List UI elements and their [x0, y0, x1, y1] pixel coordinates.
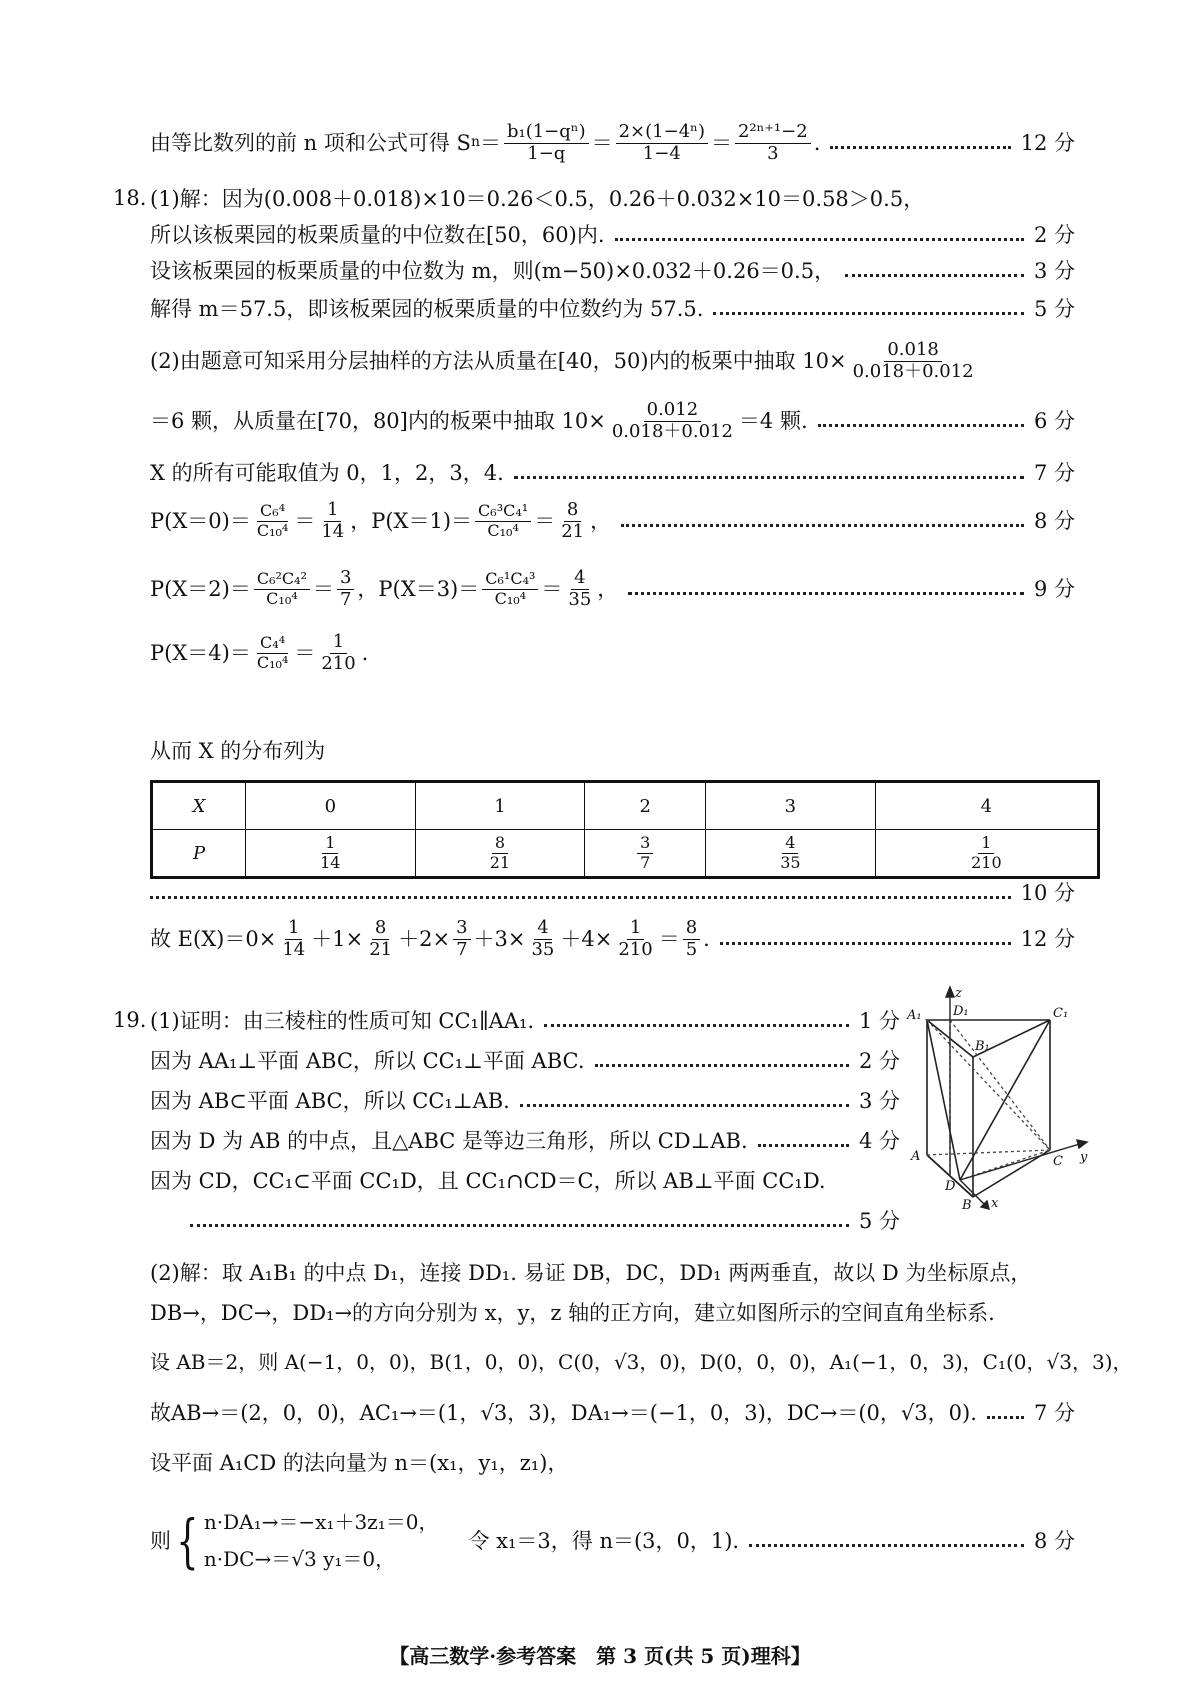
score: 5 分 [1033, 297, 1075, 321]
leader-dots [749, 1544, 1024, 1547]
line: 解得 m＝57.5，即该板栗园的板栗质量的中位数约为 57.5. 5 分 [150, 297, 1075, 321]
line: 因为 CD，CC₁⊂平面 CC₁D，且 CC₁∩CD＝C，所以 AB⊥平面 CC₁D. [150, 1169, 826, 1193]
line: ＝6 颗，从质量在[70，80]内的板栗中抽取 10× $\frac{0.012}{0.018+0.012}$ ＝4 颗. 6 分 [150, 399, 1075, 442]
label-d1: D₁ [953, 1004, 969, 1019]
leader-dots [830, 146, 1010, 149]
label-z: z [955, 986, 962, 1001]
score: 1 分 [858, 1009, 900, 1033]
leader-dots [520, 1104, 849, 1107]
left-brace-icon: { [176, 1507, 199, 1575]
label-c: C [1053, 1154, 1063, 1169]
line: 故AB→＝(2，0，0)，AC₁→＝(1，√3，3)，DA₁→＝(−1，0，3)，DC→＝(0，√3，0). 7 分 [150, 1401, 1075, 1425]
score: 6 分 [1033, 409, 1075, 434]
line [150, 1208, 900, 1234]
score: 2 分 [858, 1049, 900, 1073]
edge-ac-hidden [927, 1150, 1050, 1155]
line: 设平面 A₁CD 的法向量为 n＝(x₁，y₁，z₁)， [150, 1451, 569, 1475]
score: 7 分 [1033, 461, 1075, 485]
fraction: $\frac{\text{2²ⁿ⁺¹−2}}{3}$ [735, 122, 811, 164]
line: 从而 X 的分布列为 [150, 739, 326, 763]
line-a1d [927, 1020, 960, 1180]
line-d1c [950, 1020, 1050, 1150]
table-cell: $\frac{1}{210}$ [875, 830, 1098, 878]
leader-dots [544, 1024, 849, 1027]
score: 10 分 [1020, 881, 1075, 905]
leader-dots [845, 274, 1024, 277]
table-cell: 2 [585, 782, 706, 830]
leader-dots [621, 524, 1024, 527]
score: 12 分 [1020, 927, 1075, 952]
table-cell: $\frac{8}{21}$ [415, 830, 585, 878]
page-footer: 【高三数学·参考答案 第 3 页(共 5 页)理科】 [389, 1644, 811, 1668]
line: (1)解：因为(0.008＋0.018)×10＝0.26＜0.5，0.26＋0.032×10＝0.58＞0.5， [150, 187, 925, 211]
fraction: $\frac{\text{b₁(1−qⁿ)}}{1-q}$ [504, 122, 589, 164]
leader-dots [150, 896, 1011, 899]
table-cell: 1 [415, 782, 585, 830]
line: X 的所有可能取值为 0，1，2，3，4. 7 分 [150, 461, 1075, 485]
line: (2)由题意可知采用分层抽样的方法从质量在[40，50)内的板栗中抽取 10× $\frac{0.018}{0.018+0.012}$ [150, 340, 1075, 382]
table-header-cell: P [152, 830, 246, 878]
prism-figure [905, 985, 1095, 1210]
leader-dots [514, 476, 1024, 479]
leader-dots [190, 1224, 849, 1227]
label-x: x [991, 1196, 999, 1210]
label-c1: C₁ [1053, 1006, 1069, 1021]
z-arrow-icon [946, 987, 954, 997]
score: 8 分 [1033, 509, 1075, 534]
line: (2)解：取 A₁B₁ 的中点 D₁，连接 DD₁. 易证 DB，DC，DD₁ 两两垂直，故以 D 为坐标原点， [150, 1261, 1032, 1285]
score: 5 分 [858, 1209, 900, 1233]
score: 3 分 [858, 1089, 900, 1113]
line: 因为 AA₁⊥平面 ABC，所以 CC₁⊥平面 ABC. 2 分 [150, 1049, 900, 1073]
distribution-table [150, 780, 1100, 879]
score: 2 分 [1033, 223, 1075, 247]
leader-dots [720, 942, 1011, 945]
leader-dots [713, 312, 1024, 315]
line: 所以该板栗园的板栗质量的中位数在[50，60)内. 2 分 [150, 223, 1075, 247]
fraction: $\frac{\text{2×(1−4ⁿ)}}{1-4}$ [616, 122, 708, 164]
line: (1)证明：由三棱柱的性质可知 CC₁∥AA₁. 1 分 [150, 1009, 900, 1033]
line-system: 则 { n·DA₁→＝−x₁＋3z₁＝0， n·DC→＝√3 y₁＝0， 令 x₁＝3，得 n＝(3，0，1). 8 分 [150, 1507, 1075, 1575]
line-probability-4: P(X＝4)＝ $\frac{\text{C₄⁴}}{\text{C₁₀⁴}}$ ＝ $\frac{1}{210}$ . [150, 631, 369, 674]
label-b: B [962, 1198, 972, 1210]
table-cell: 4 [875, 782, 1098, 830]
label-y: y [1080, 1150, 1088, 1165]
score: 12 分 [1020, 131, 1075, 156]
line-probabilities-23: P(X＝2)＝ $\frac{\text{C₆²C₄²}}{\text{C₁₀⁴}}$ ＝ $\frac{3}{7}$ ，P(X＝3)＝ $\frac{\text{C₆¹C₄³}}{\text{C₁₀⁴}}$ ＝ $\frac{4}{35}$ ， 9 分 [150, 567, 1075, 610]
score: 4 分 [858, 1129, 900, 1153]
label-a: A [911, 1149, 921, 1164]
line: 因为 AB⊂平面 ABC，所以 CC₁⊥AB. 3 分 [150, 1089, 900, 1113]
score: 8 分 [1033, 1528, 1075, 1553]
table-row [152, 830, 1099, 878]
line [150, 880, 1075, 906]
question-number: 19. [113, 1008, 147, 1032]
line: 设该板栗园的板栗质量的中位数为 m，则(m−50)×0.032＋0.26＝0.5， 3 分 [150, 259, 1075, 283]
line: DB→，DC→，DD₁→的方向分别为 x，y，z 轴的正方向，建立如图所示的空间直角坐标系. [150, 1301, 995, 1325]
leader-dots [987, 1416, 1024, 1419]
leader-dots [628, 592, 1024, 595]
table-cell: $\frac{4}{35}$ [706, 830, 876, 878]
question-number: 18. [113, 186, 147, 210]
y-arrow-icon [1077, 1140, 1087, 1148]
score: 3 分 [1033, 259, 1075, 283]
label-b1: B₁ [975, 1039, 990, 1054]
table-cell: 0 [246, 782, 416, 830]
line-sum-formula: 由等比数列的前 n 项和公式可得 S n ＝ $\frac{\text{b₁(1−qⁿ)}}{1-q}$ ＝ $\frac{\text{2×(1−4ⁿ)}}{1-4}$ ＝ $\frac{\text{2²ⁿ⁺¹−2}}{3}$ . 12 分 [150, 121, 1075, 164]
leader-dots [758, 1144, 849, 1147]
line-probabilities-01: P(X＝0)＝ $\frac{\text{C₆⁴}}{\text{C₁₀⁴}}$ ＝ $\frac{1}{14}$ ，P(X＝1)＝ $\frac{\text{C₆³C₄¹}}{\text{C₁₀⁴}}$ ＝ $\frac{8}{21}$ ， 8 分 [150, 499, 1075, 542]
line-expectation: 故 E(X)＝0× $\frac{1}{14}$ ＋1× $\frac{8}{21}$ ＋2× $\frac{3}{7}$ ＋3× $\frac{4}{35}$ ＋4× $\frac{1}{210}$ ＝ $\frac{8}{5}$ . 12 分 [150, 917, 1075, 960]
table-cell: 3 [706, 782, 876, 830]
table-header-cell: X [152, 782, 246, 830]
fraction: $\frac{0.012}{0.018+0.012}$ [611, 399, 733, 442]
score: 9 分 [1033, 577, 1075, 602]
leader-dots [595, 1064, 849, 1067]
line: 因为 D 为 AB 的中点，且△ABC 是等边三角形，所以 CD⊥AB. 4 分 [150, 1129, 900, 1153]
score: 7 分 [1033, 1401, 1075, 1425]
line: 设 AB＝2，则 A(−1，0，0)，B(1，0，0)，C(0，√3，0)，D(0，0，0)，A₁(−1，0，3)，C₁(0，√3，3)， [150, 1350, 1133, 1374]
leader-dots [818, 424, 1024, 427]
table-cell: $\frac{3}{7}$ [585, 830, 706, 878]
leader-dots [615, 238, 1024, 241]
table-cell: $\frac{1}{14}$ [246, 830, 416, 878]
label-d: D [945, 1179, 956, 1194]
label-a1: A₁ [907, 1008, 922, 1023]
equation-system: n·DA₁→＝−x₁＋3z₁＝0， n·DC→＝√3 y₁＝0， [203, 1510, 439, 1571]
table-row [152, 782, 1099, 830]
fraction: $\frac{0.018}{0.018+0.012}$ [852, 339, 974, 382]
